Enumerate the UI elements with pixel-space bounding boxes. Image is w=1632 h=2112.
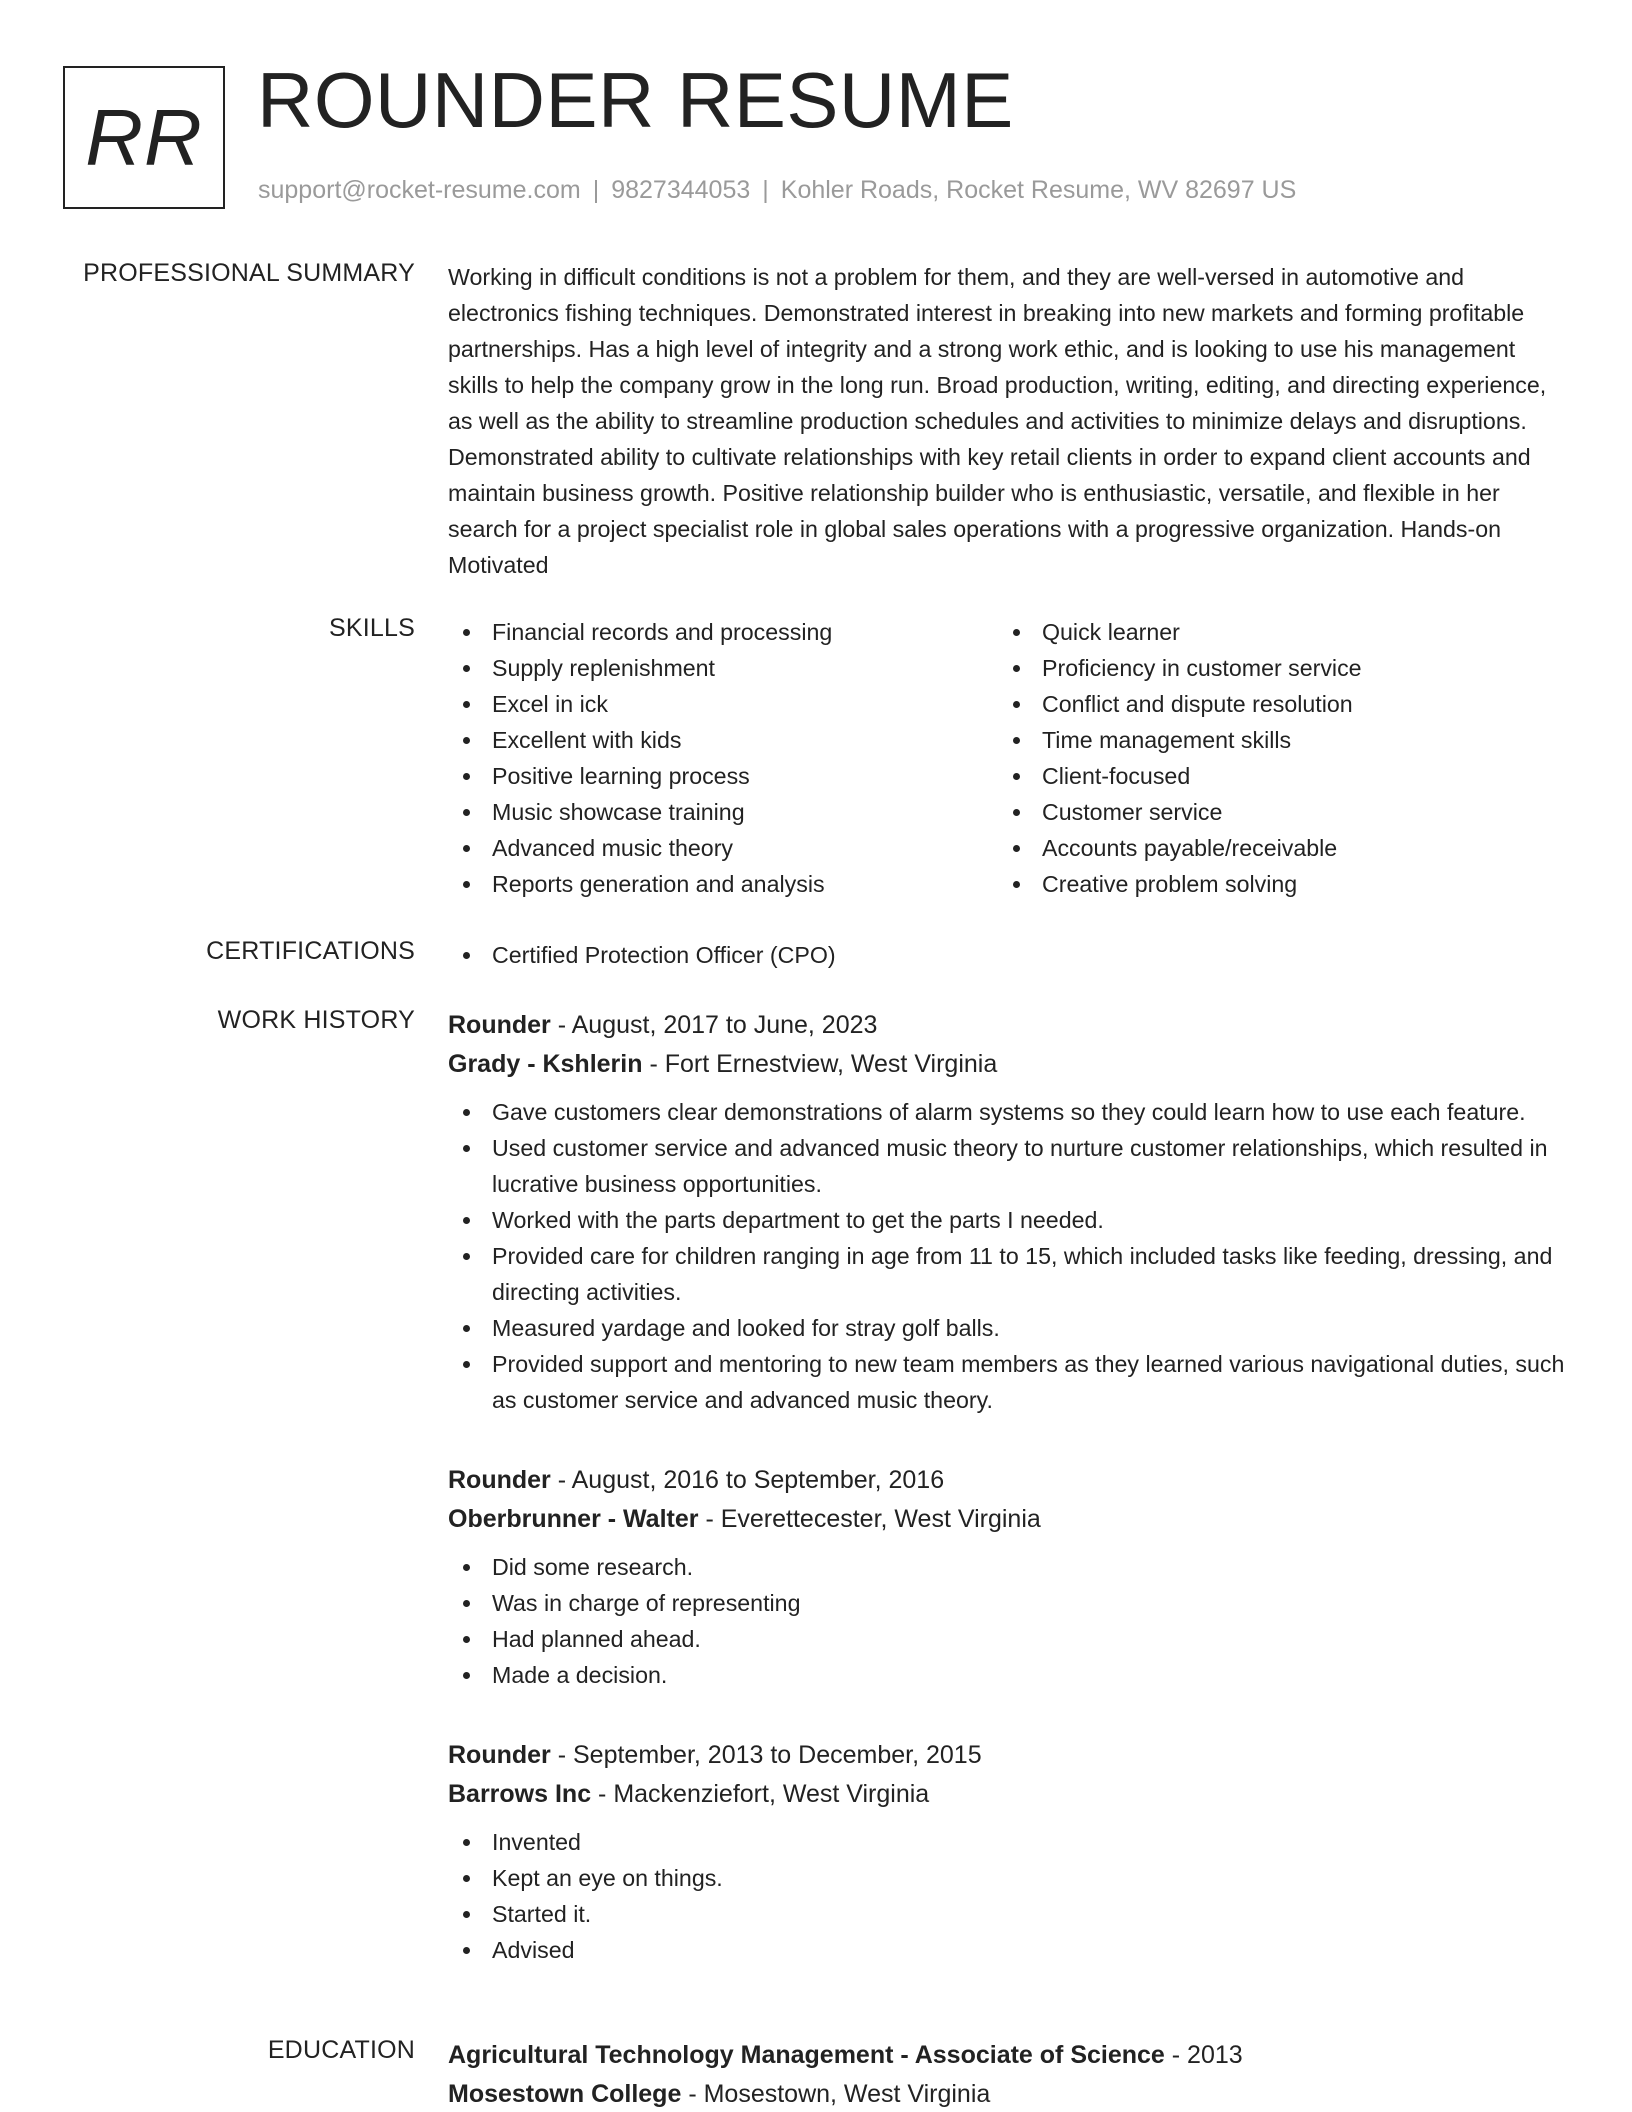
list-item: Reports generation and analysis — [448, 866, 998, 902]
job-title: Rounder — [448, 1466, 551, 1494]
list-item: Was in charge of representing — [448, 1585, 1568, 1621]
job-title-line — [448, 1461, 1568, 1500]
job-company: Grady - Kshlerin — [448, 1050, 643, 1078]
list-item: Conflict and dispute resolution — [998, 686, 1548, 722]
job-entry — [448, 1006, 1568, 1418]
job-entry — [448, 1736, 1568, 1968]
education-degree: Agricultural Technology Management - Associate of Science — [448, 2041, 1165, 2069]
list-item: Proficiency in customer service — [998, 650, 1548, 686]
education-degree-line — [448, 2036, 1568, 2075]
contact-separator: | — [592, 176, 600, 204]
job-location: - Fort Ernestview, West Virginia — [642, 1050, 998, 1078]
list-item: Used customer service and advanced music theory to nurture customer relationships, which resulted in lucrative business opportunities. — [448, 1130, 1568, 1202]
list-item: Made a decision. — [448, 1657, 1568, 1693]
list-item: Excel in ick — [448, 686, 998, 722]
job-entry — [448, 1461, 1568, 1693]
job-title: Rounder — [448, 1741, 551, 1769]
contact-address: Kohler Roads, Rocket Resume, WV 82697 US — [780, 176, 1297, 204]
contact-email[interactable]: support@rocket-resume.com — [258, 176, 581, 204]
job-bullets — [448, 1094, 1568, 1418]
list-item: Customer service — [998, 794, 1548, 830]
list-item: Music showcase training — [448, 794, 998, 830]
education-school: Mosestown College — [448, 2080, 682, 2108]
list-item: Time management skills — [998, 722, 1548, 758]
job-title: Rounder — [448, 1011, 551, 1039]
work-history-label: WORK HISTORY — [217, 1006, 415, 1034]
list-item: Kept an eye on things. — [448, 1860, 1568, 1896]
list-item: Client-focused — [998, 758, 1548, 794]
summary-text: Working in difficult conditions is not a problem for them, and they are well-versed in automotive and electronics fishing techniques. Demonstrated interest in breaking into new markets and forming profitable partnerships. Has a high level of integrity and a strong work ethic, and is looking to use his management skills to help the company grow in the long run. Broad production, writing, editing, and directing experience, as well as the ability to streamline production schedules and activities to minimize delays and disruptions. Demonstrated ability to cultivate relationships with key retail clients in order to expand client accounts and maintain business growth. Positive relationship builder who is enthusiastic, versatile, and flexible in her search for a project specialist role in global sales operations with a progressive organization. Hands-on Motivated — [448, 264, 1547, 578]
job-bullets — [448, 1824, 1568, 1968]
job-dates: - September, 2013 to December, 2015 — [550, 1741, 982, 1769]
list-item: Creative problem solving — [998, 866, 1548, 902]
monogram-box: RR — [63, 66, 225, 209]
list-item: Started it. — [448, 1896, 1568, 1932]
list-item: Gave customers clear demonstrations of alarm systems so they could learn how to use each feature. — [448, 1094, 1568, 1130]
list-item: Positive learning process — [448, 758, 998, 794]
list-item: Measured yardage and looked for stray golf balls. — [448, 1310, 1568, 1346]
summary-label: PROFESSIONAL SUMMARY — [83, 259, 415, 287]
list-item: Advised — [448, 1932, 1568, 1968]
resume-name: ROUNDER RESUME — [257, 56, 1014, 144]
skills-list-left — [448, 614, 998, 902]
job-company-line — [448, 1775, 1568, 1814]
list-item: Quick learner — [998, 614, 1548, 650]
list-item: Provided care for children ranging in age from 11 to 15, which included tasks like feeding, dressing, and directing activities. — [448, 1238, 1568, 1310]
list-item: Advanced music theory — [448, 830, 998, 866]
job-location: - Mackenziefort, West Virginia — [591, 1780, 930, 1808]
contact-line — [258, 176, 1296, 205]
contact-separator: | — [762, 176, 769, 204]
job-dates: - August, 2017 to June, 2023 — [550, 1011, 878, 1039]
education-school-line — [448, 2075, 1568, 2112]
education-year: - 2013 — [1164, 2041, 1243, 2069]
job-location: - Everettecester, West Virginia — [698, 1505, 1041, 1533]
list-item: Supply replenishment — [448, 650, 998, 686]
list-item: Had planned ahead. — [448, 1621, 1568, 1657]
skills-label: SKILLS — [329, 614, 415, 642]
list-item: Worked with the parts department to get the parts I needed. — [448, 1202, 1568, 1238]
job-company: Oberbrunner - Walter — [448, 1505, 699, 1533]
list-item: Excellent with kids — [448, 722, 998, 758]
list-item: Provided support and mentoring to new team members as they learned various navigational duties, such as customer service and advanced music theory. — [448, 1346, 1568, 1418]
list-item: Accounts payable/receivable — [998, 830, 1548, 866]
job-title-line — [448, 1006, 1568, 1045]
certifications-list — [448, 937, 1568, 973]
list-item: Certified Protection Officer (CPO) — [448, 937, 1568, 973]
job-company-line — [448, 1045, 1568, 1084]
certifications-label: CERTIFICATIONS — [206, 937, 415, 965]
education-location: - Mosestown, West Virginia — [681, 2080, 991, 2108]
job-company-line — [448, 1500, 1568, 1539]
list-item: Did some research. — [448, 1549, 1568, 1585]
list-item: Financial records and processing — [448, 614, 998, 650]
contact-phone[interactable]: 9827344053 — [611, 176, 751, 204]
job-company: Barrows Inc — [448, 1780, 592, 1808]
job-title-line — [448, 1736, 1568, 1775]
job-dates: - August, 2016 to September, 2016 — [550, 1466, 945, 1494]
job-bullets — [448, 1549, 1568, 1693]
education-label: EDUCATION — [267, 2036, 415, 2064]
list-item: Invented — [448, 1824, 1568, 1860]
skills-list-right — [998, 614, 1548, 902]
